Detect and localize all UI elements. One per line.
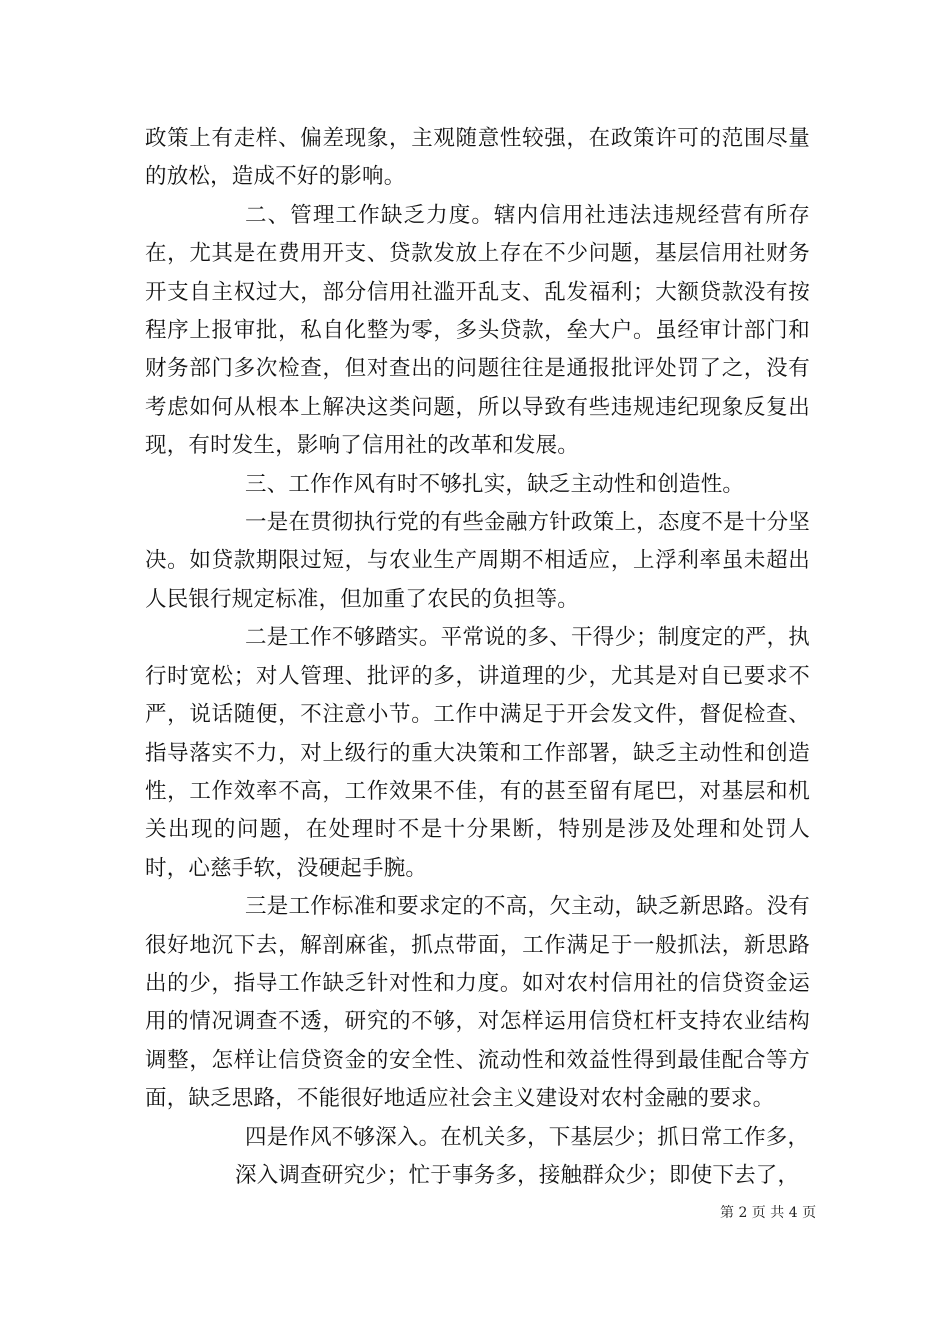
paragraph-policy-deviation: 政策上有走样、偏差现象，主观随意性较强，在政策许可的范围尽量的放松，造成不好的影响。: [145, 126, 810, 190]
document-body: [145, 120, 810, 1195]
paragraph-point-three: 三是工作标准和要求定的不高，欠主动，缺乏新思路。没有很好地沉下去，解剖麻雀，抓点带面，工作满足于一般抓法，新思路出的少，指导工作缺乏针对性和力度。如对农村信用社的信贷资金运用的情况调查不透，研究的不够，对怎样运用信贷杠杆支持农业结构调整，怎样让信贷资金的安全性、流动性和效益性得到最佳配合等方面，缺乏思路，不能很好地适应社会主义建设对农村金融的要求。: [145, 894, 810, 1112]
paragraph-management-weakness: 二、管理工作缺乏力度。辖内信用社违法违规经营有所存在，尤其是在费用开支、贷款发放上存在不少问题，基层信用社财务开支自主权过大，部分信用社滥开乱支、乱发福利；大额贷款没有按程序上报审批，私自化整为零，多头贷款，垒大户。虽经审计部门和财务部门多次检查，但对查出的问题往往是通报批评处罚了之，没有考虑如何从根本上解决这类问题，所以导致有些违规违纪现象反复出现，有时发生，影响了信用社的改革和发展。: [145, 202, 810, 459]
paragraph-point-two: 二是工作不够踏实。平常说的多、干得少；制度定的严，执行时宽松；对人管理、批评的多，讲道理的少，尤其是对自已要求不严，说话随便，不注意小节。工作中满足于开会发文件，督促检查、指导落实不力，对上级行的重大决策和工作部署，缺乏主动性和创造性，工作效率不高，工作效果不佳，有的甚至留有尾巴，对基层和机关出现的问题，在处理时不是十分果断，特别是涉及处理和处罚人时，心慈手软，没硬起手腕。: [145, 625, 810, 881]
paragraph-point-four-line2: 深入调查研究少；忙于事务多，接触群众少；即使下去了，: [235, 1162, 800, 1188]
paragraph-work-style-heading: 三、工作作风有时不够扎实，缺乏主动性和创造性。: [245, 471, 745, 497]
paragraph-point-one: 一是在贯彻执行党的有些金融方针政策上，态度不是十分坚决。如贷款期限过短，与农业生产周期不相适应，上浮利率虽未超出人民银行规定标准，但加重了农民的负担等。: [145, 510, 810, 612]
paragraph-point-four-line1: 四是作风不够深入。在机关多，下基层少；抓日常工作多，: [245, 1124, 810, 1150]
page-number-footer: 第 2 页 共 4 页: [720, 1205, 817, 1221]
paragraph-point-four: [145, 1119, 810, 1196]
